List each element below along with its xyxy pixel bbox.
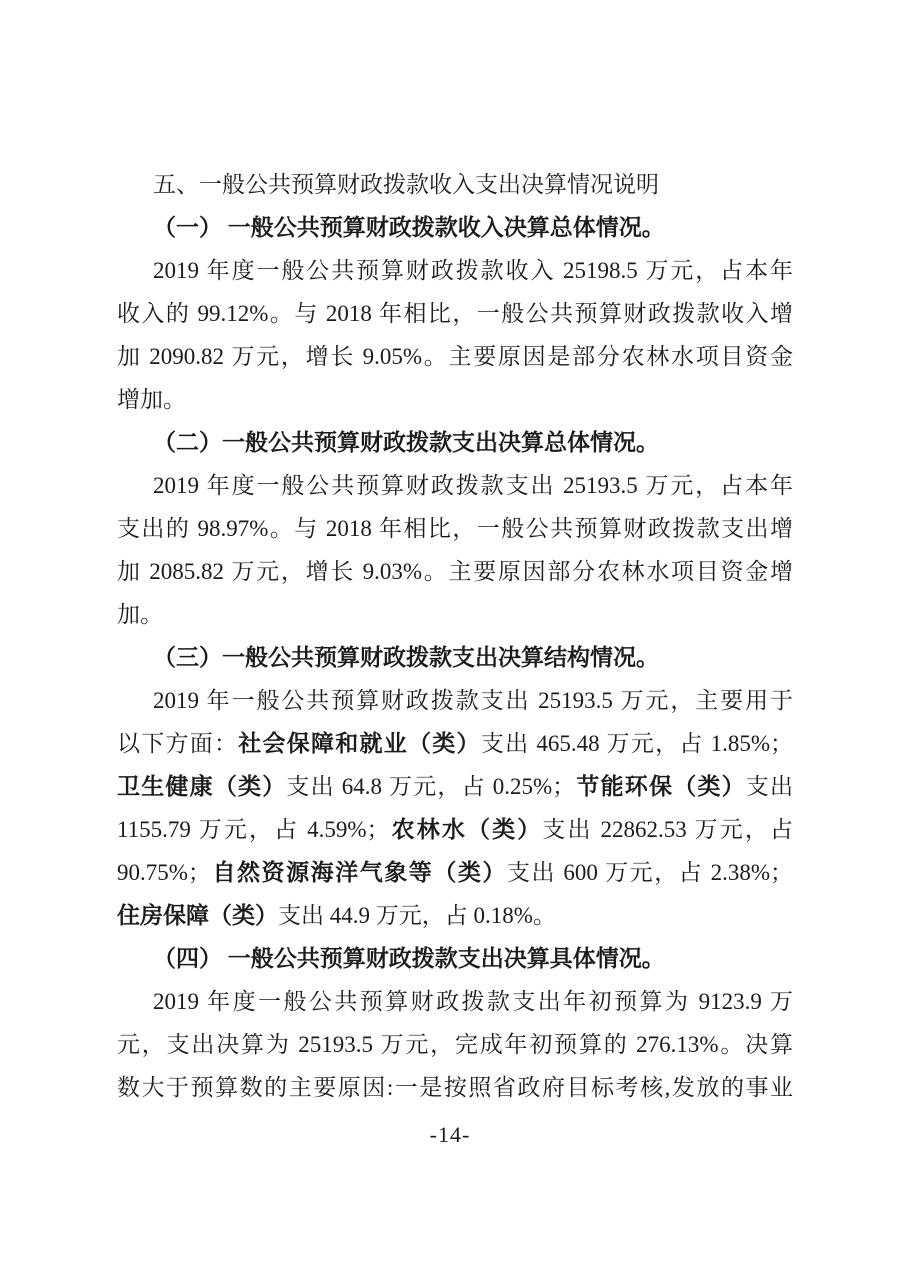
bold-text-segment: （四） 一般公共预算财政拨款支出决算具体情况。 [153, 946, 665, 971]
subsection-1-heading [117, 206, 793, 249]
text-segment: 支出 22862.53 万元，占 [542, 817, 793, 842]
paragraph-4-line-1 [117, 980, 793, 1023]
paragraph-2-line-2 [117, 507, 793, 550]
bold-text-segment: （三）一般公共预算财政拨款支出决算结构情况。 [153, 645, 659, 670]
text-segment: 支出 [745, 774, 793, 799]
bold-text-segment: 住房保障（类） [117, 903, 278, 928]
text-segment: 支出 44.9 万元，占 0.18%。 [278, 903, 556, 928]
paragraph-3-line-3 [117, 765, 793, 808]
subsection-4-heading [117, 937, 793, 980]
bold-text-segment: 自然资源海洋气象等（类） [210, 860, 507, 885]
text-segment: 支出 600 万元，占 2.38%； [506, 860, 793, 885]
bold-text-segment: 卫生健康（类） [117, 774, 287, 799]
paragraph-4-line-3 [117, 1066, 793, 1109]
text-segment: 2019 年度一般公共预算财政拨款支出 25193.5 万元，占本年 [153, 473, 793, 498]
bold-text-segment: （一） 一般公共预算财政拨款收入决算总体情况。 [153, 215, 665, 240]
section-v-heading [117, 163, 793, 206]
document-body [117, 163, 793, 1109]
text-segment: 2019 年度一般公共预算财政拨款支出年初预算为 9123.9 万 [153, 989, 793, 1014]
paragraph-2-line-4 [117, 593, 793, 636]
text-segment: 90.75%； [117, 860, 211, 885]
text-segment: 支出 465.48 万元，占 1.85%； [480, 731, 793, 756]
paragraph-1-line-3 [117, 335, 793, 378]
page-number: -14- [429, 1122, 471, 1147]
paragraph-1-line-2 [117, 292, 793, 335]
subsection-3-heading [117, 636, 793, 679]
text-segment: 1155.79 万元，占 4.59%； [117, 817, 390, 842]
text-segment: 加 2090.82 万元，增长 9.05%。主要原因是部分农林水项目资金 [117, 344, 793, 369]
text-segment: 支出 64.8 万元，占 0.25%； [286, 774, 576, 799]
paragraph-3-line-5 [117, 851, 793, 894]
paragraph-2-line-3 [117, 550, 793, 593]
paragraph-3-line-6 [117, 894, 793, 937]
text-segment: 加。 [117, 602, 163, 627]
text-segment: 元，支出决算为 25193.5 万元，完成年初预算的 276.13%。决算 [117, 1032, 793, 1057]
text-segment: 2019 年一般公共预算财政拨款支出 25193.5 万元，主要用于 [153, 688, 793, 713]
subsection-2-heading [117, 421, 793, 464]
paragraph-1-line-1 [117, 249, 793, 292]
bold-text-segment: 节能环保（类） [575, 774, 746, 799]
paragraph-4-line-2 [117, 1023, 793, 1066]
bold-text-segment: 农林水（类） [389, 817, 543, 842]
text-segment: 五、一般公共预算财政拨款收入支出决算情况说明 [153, 172, 659, 197]
bold-text-segment: 社会保障和就业（类） [238, 731, 481, 756]
paragraph-3-line-1 [117, 679, 793, 722]
text-segment: 增加。 [117, 387, 186, 412]
text-segment: 支出的 98.97%。与 2018 年相比，一般公共预算财政拨款支出增 [117, 516, 793, 541]
paragraph-3-line-2 [117, 722, 793, 765]
paragraph-1-line-4 [117, 378, 793, 421]
text-segment: 加 2085.82 万元，增长 9.03%。主要原因部分农林水项目资金增 [117, 559, 793, 584]
text-segment: 收入的 99.12%。与 2018 年相比，一般公共预算财政拨款收入增 [117, 301, 793, 326]
text-segment: 数大于预算数的主要原因:一是按照省政府目标考核,发放的事业 [117, 1075, 793, 1100]
bold-text-segment: （二）一般公共预算财政拨款支出决算总体情况。 [153, 430, 659, 455]
text-segment: 以下方面： [117, 731, 239, 756]
paragraph-2-line-1 [117, 464, 793, 507]
paragraph-3-line-4 [117, 808, 793, 851]
text-segment: 2019 年度一般公共预算财政拨款收入 25198.5 万元，占本年 [153, 258, 793, 283]
